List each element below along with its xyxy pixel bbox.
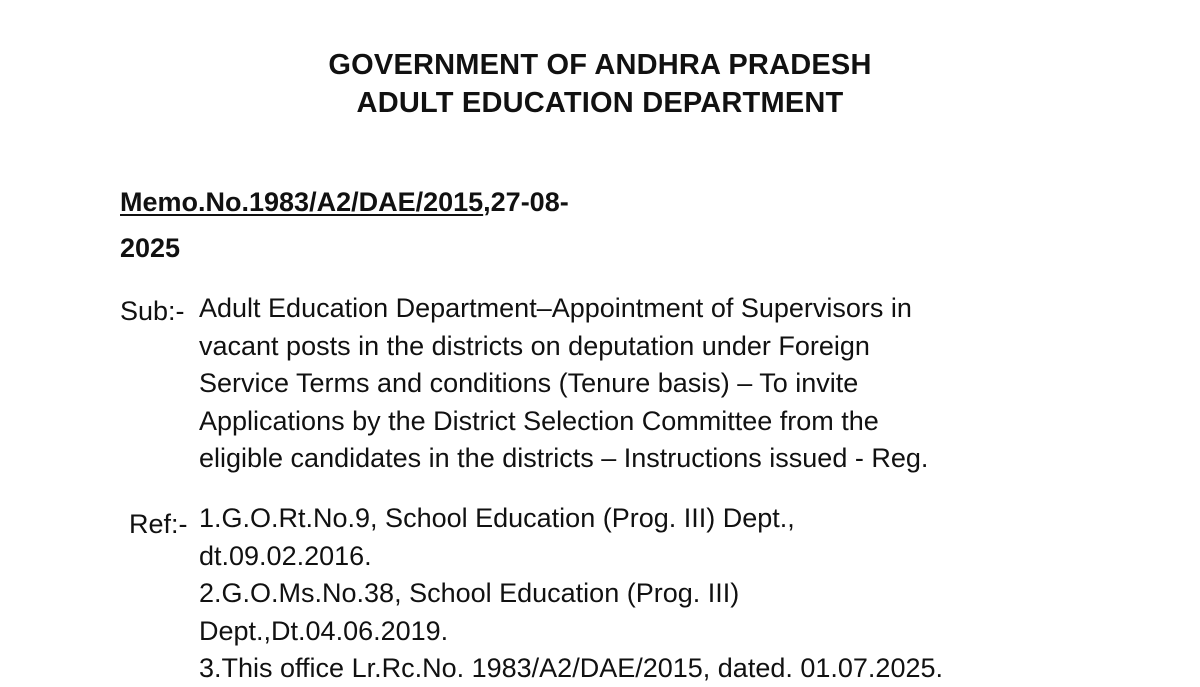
- memo-date-part1: ,27-08-: [483, 187, 569, 217]
- subject-label: Sub:-: [120, 296, 185, 326]
- subject-text: [199, 290, 1189, 478]
- memo-number: Memo.No.1983/A2/DAE/2015: [120, 187, 484, 217]
- reference-line: 1.G.O.Rt.No.9, School Education (Prog. III) Dept.,: [199, 503, 795, 533]
- subject-line: Service Terms and conditions (Tenure basis) – To invite: [199, 368, 859, 398]
- subject-line: Applications by the District Selection Committee from the: [199, 405, 879, 436]
- reference-line: dt.09.02.2016.: [199, 540, 372, 571]
- reference-line: 2.G.O.Ms.No.38, School Education (Prog. III): [199, 578, 740, 608]
- reference-list: [199, 500, 1189, 687]
- subject-line: vacant posts in the districts on deputation under Foreign: [199, 330, 870, 361]
- subject-line: Adult Education Department–Appointment of Supervisors in: [199, 293, 912, 323]
- reference-label: Ref:-: [129, 509, 188, 539]
- memo-line: [120, 184, 569, 220]
- reference-line: Dept.,Dt.04.06.2019.: [199, 615, 449, 646]
- header-department: ADULT EDUCATION DEPARTMENT: [356, 87, 844, 119]
- reference-line: 3.This office Lr.Rc.No. 1983/A2/DAE/2015, dated. 01.07.2025.: [199, 653, 943, 683]
- header-government: GOVERNMENT OF ANDHRA PRADESH: [328, 49, 872, 81]
- memo-date-year: 2025: [120, 233, 181, 263]
- subject-line: eligible candidates in the districts – Instructions issued - Reg.: [199, 443, 929, 473]
